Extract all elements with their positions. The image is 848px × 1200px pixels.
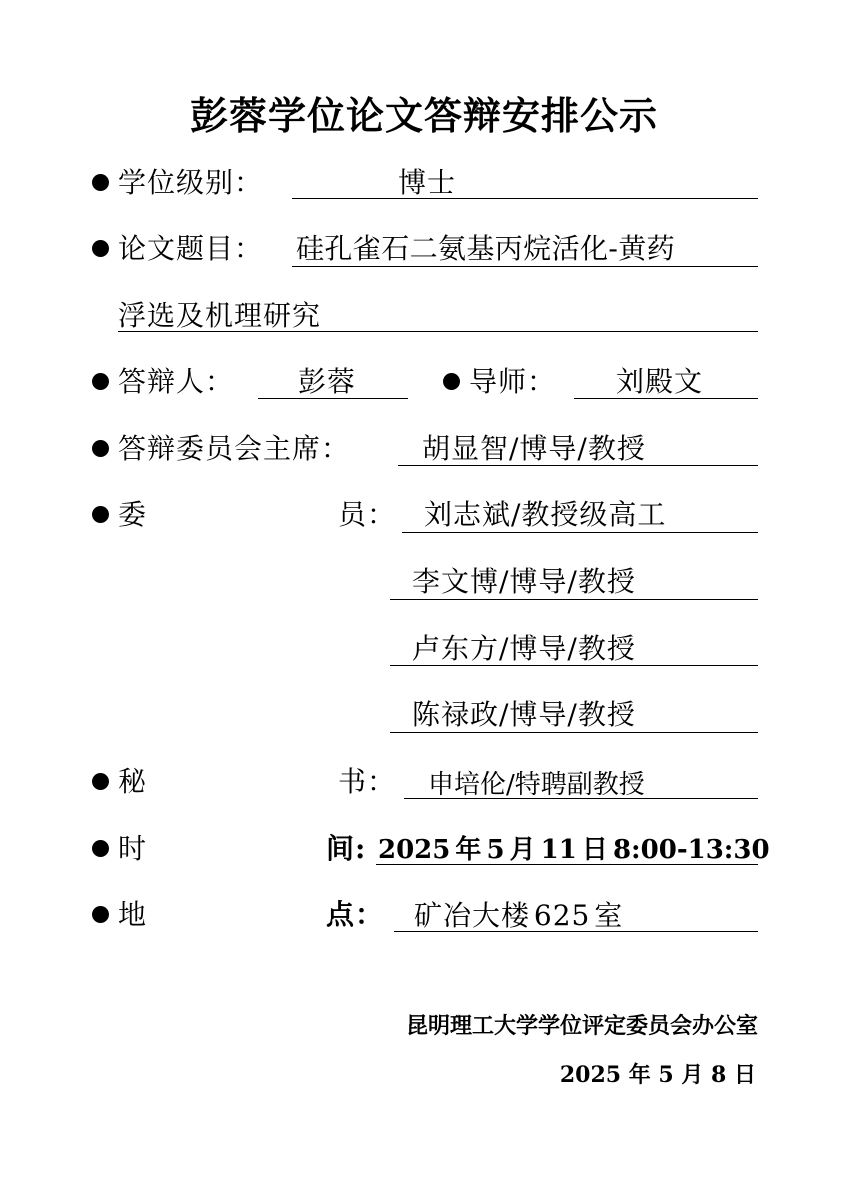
time-label-a: 时 [118, 832, 148, 865]
time-underline [376, 864, 758, 865]
member-4-underline [390, 732, 758, 733]
respondent-underline [258, 398, 408, 399]
bullet-icon [92, 840, 109, 857]
chair-underline [398, 465, 758, 466]
chair-value: 胡显智/博导/教授 [422, 432, 646, 465]
bullet-icon [92, 773, 109, 790]
advisor-label: 导师： [469, 365, 557, 398]
issuer-organization: 昆明理工大学学位评定委员会办公室 [405, 1013, 758, 1039]
member-1-underline [402, 532, 758, 533]
place-label-b: 点： [326, 898, 385, 931]
bullet-icon [443, 373, 460, 390]
place-value: 矿冶大楼 625 室 [414, 899, 624, 932]
place-label-a: 地 [118, 898, 148, 931]
degree-label: 学位级别： [118, 166, 264, 199]
bullet-icon [92, 240, 109, 257]
chair-label: 答辩委员会主席： [118, 432, 351, 465]
degree-underline [292, 198, 758, 199]
bullet-icon [92, 506, 109, 523]
place-underline [394, 931, 758, 932]
thesis-label: 论文题目： [118, 232, 264, 265]
member-2: 李文博/博导/教授 [412, 565, 636, 598]
members-label-b: 员： [338, 498, 397, 531]
secretary-label-a: 秘 [118, 765, 148, 798]
secretary-label-b: 书： [338, 765, 397, 798]
thesis-title-line2: 浮选及机理研究 [118, 299, 322, 332]
bullet-icon [92, 906, 109, 923]
member-1: 刘志斌/教授级高工 [424, 498, 667, 531]
member-4: 陈禄政/博导/教授 [412, 698, 636, 731]
bullet-icon [92, 440, 109, 457]
member-3-underline [390, 665, 758, 666]
secretary-underline [404, 798, 758, 799]
bullet-icon [92, 373, 109, 390]
thesis-title-line1: 硅孔雀石二氨基丙烷活化-黄药 [296, 232, 676, 265]
advisor-value: 刘殿文 [616, 365, 704, 398]
member-3: 卢东方/博导/教授 [412, 632, 636, 665]
secretary-value: 申培伦/特聘副教授 [428, 770, 645, 800]
member-2-underline [390, 599, 758, 600]
time-value: 2025 年 5 月 11 日 8:00-13:30 [378, 835, 770, 865]
degree-value: 博士 [398, 166, 457, 199]
thesis-underline-2 [118, 331, 758, 332]
respondent-value: 彭蓉 [298, 365, 357, 398]
thesis-underline-1 [292, 266, 758, 267]
issue-date: 2025 年 5 月 8 日 [559, 1062, 756, 1088]
members-label-a: 委 [118, 498, 148, 531]
advisor-underline [574, 398, 758, 399]
bullet-icon [92, 174, 109, 191]
time-label-b: 间: [326, 832, 367, 865]
respondent-label: 答辩人： [118, 365, 235, 398]
page-title: 彭蓉学位论文答辩安排公示 [189, 94, 658, 138]
